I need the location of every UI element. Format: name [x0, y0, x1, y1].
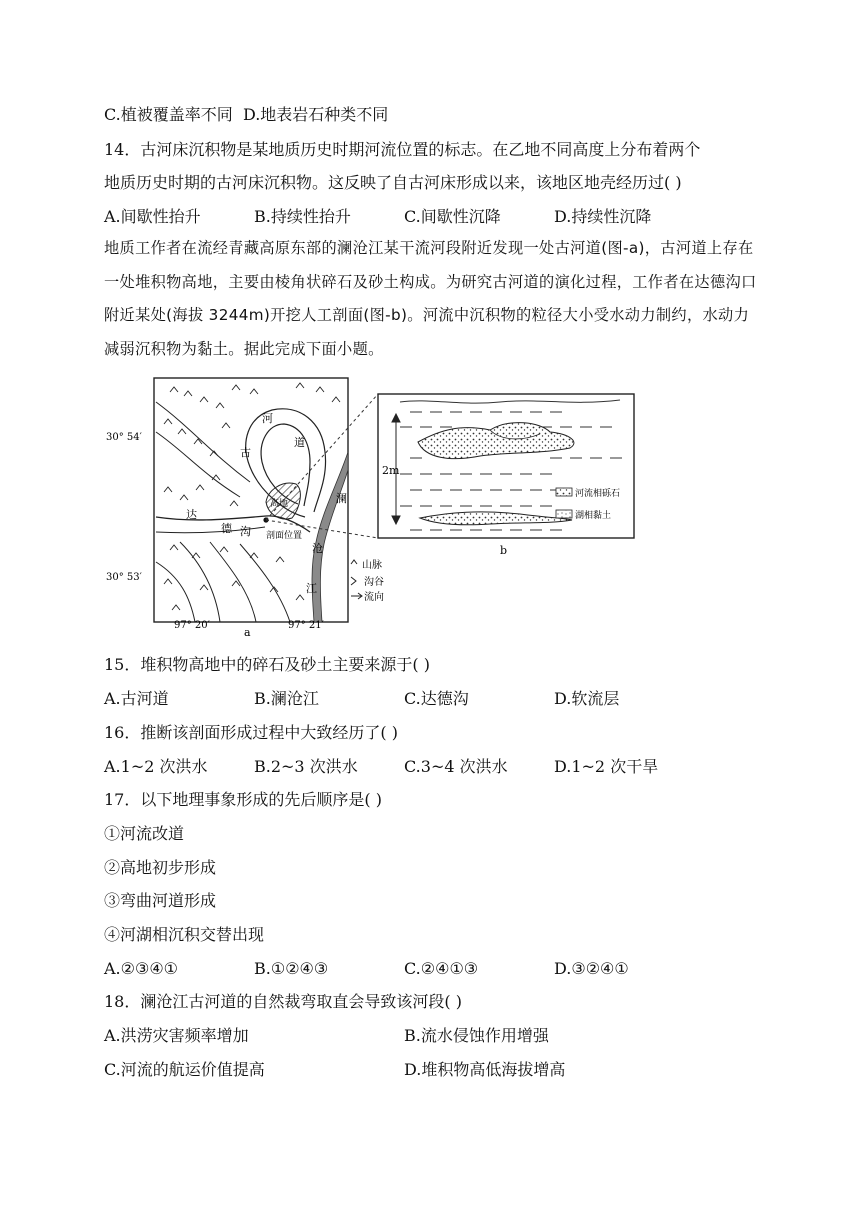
- lat-top-label: 30° 54′: [106, 432, 142, 443]
- figure-a-label: a: [244, 626, 251, 639]
- dade-char-1: 达: [186, 508, 197, 521]
- profile-site-label: 剖面位置: [266, 531, 303, 541]
- q14-stem-line2: 地质历史时期的古河床沉积物。这反映了自古河床形成以来，该地区地壳经历过( ): [104, 173, 682, 192]
- q14-option-b: B.持续性抬升: [254, 207, 351, 226]
- q18-option-c: C.河流的航运价值提高: [104, 1060, 265, 1079]
- map-legend: [351, 560, 362, 599]
- q17-item-3: ③弯曲河道形成: [104, 891, 217, 910]
- legend-gravel: 河流相砾石: [575, 489, 621, 499]
- q17-option-a: A.②③④①: [104, 959, 179, 978]
- q14-option-d: D.持续性沉降: [554, 207, 652, 226]
- q16-stem: 16．推断该剖面形成过程中大致经历了( ): [104, 723, 398, 742]
- q17-option-b: B.①②④③: [254, 959, 329, 978]
- q18-option-a: A.洪涝灾害频率增加: [104, 1026, 249, 1045]
- highland-label: 高地: [270, 499, 289, 509]
- legend-clay: 湖相黏土: [575, 511, 612, 521]
- q15-option-d: D.软流层: [554, 689, 620, 708]
- legend-mountain: 山脉: [362, 560, 382, 571]
- figure-b-label: b: [500, 544, 508, 557]
- q18-stem: 18．澜沧江古河道的自然裁弯取直会导致该河段( ): [104, 992, 462, 1011]
- q17-item-1: ①河流改道: [104, 824, 185, 843]
- lon-right-label: 97° 21′: [288, 620, 324, 631]
- q16-option-b: B.2~3 次洪水: [254, 757, 358, 776]
- dade-char-3: 沟: [240, 525, 251, 538]
- q14-option-c: C.间歇性沉降: [404, 207, 501, 226]
- depth-label: 2m: [382, 464, 400, 477]
- q15-option-b: B.澜沧江: [254, 689, 319, 708]
- lancang-char-3: 江: [306, 582, 317, 595]
- lancang-char-2: 沧: [312, 542, 323, 555]
- q17-stem: 17．以下地理事象形成的先后顺序是( ): [104, 790, 382, 809]
- lancang-char-1: 澜: [336, 492, 347, 505]
- q13-option-d: D.地表岩石种类不同: [242, 105, 389, 124]
- q17-option-d: D.③②④①: [554, 959, 629, 978]
- q15-option-a: A.古河道: [104, 689, 169, 708]
- q18-option-d: D.堆积物高低海拔增高: [404, 1060, 566, 1079]
- q13-option-line: [104, 103, 388, 127]
- q17-item-4: ④河湖相沉积交替出现: [104, 925, 265, 944]
- legend-flow: 流向: [364, 592, 384, 603]
- q13-option-c: C.植被覆盖率不同: [104, 105, 233, 124]
- q16-option-a: A.1~2 次洪水: [104, 757, 208, 776]
- q16-option-d: D.1~2 次干旱: [554, 757, 659, 776]
- old-channel-char-2: 河: [262, 412, 273, 425]
- passage-text: 地质工作者在流经青藏高原东部的澜沧江某干流河段附近发现一处古河道(图-a)，古河道上存在一处堆积物高地，主要由棱角状碎石及砂土构成。为研究古河道的演化过程，工作者在达德沟口附近某处(海拔 3244m)开挖人工剖面(图-b)。河流中沉积物的粒径大小受水动力制约，水动力减弱沉积物为黏土。据此完成下面小题。: [104, 239, 757, 358]
- q17-option-c: C.②④①③: [404, 959, 479, 978]
- q14-option-a: A.间歇性抬升: [104, 207, 201, 226]
- q15-option-c: C.达德沟: [404, 689, 469, 708]
- q14-stem-line1: 14．古河床沉积物是某地质历史时期河流位置的标志。在乙地不同高度上分布着两个: [104, 140, 701, 159]
- q16-option-c: C.3~4 次洪水: [404, 757, 508, 776]
- legend-gully: 沟谷: [364, 577, 384, 588]
- q15-stem: 15．堆积物高地中的碎石及砂土主要来源于( ): [104, 655, 430, 674]
- q18-option-b: B.流水侵蚀作用增强: [404, 1026, 549, 1045]
- lat-bottom-label: 30° 53′: [106, 572, 142, 583]
- dade-char-2: 德: [221, 522, 232, 535]
- lon-left-label: 97° 20′: [174, 620, 210, 631]
- figure: [100, 372, 660, 644]
- old-channel-char-1: 古: [240, 446, 251, 459]
- old-channel-char-3: 道: [294, 436, 305, 449]
- q17-item-2: ②高地初步形成: [104, 858, 217, 877]
